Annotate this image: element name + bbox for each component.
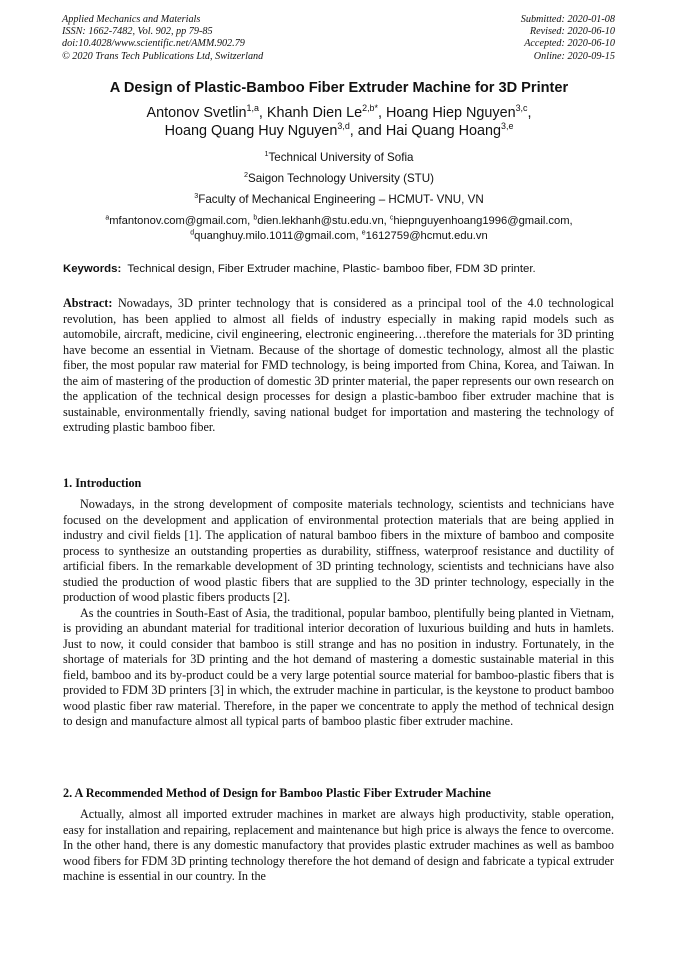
author-name: Hoang Hiep Nguyen [385, 105, 516, 121]
affiliation-1 [0, 151, 678, 164]
email-link[interactable]: dien.lekhanh@stu.edu.vn, [257, 215, 390, 227]
journal-issn: ISSN: 1662-7482, Vol. 902, pp 79-85 [62, 26, 213, 38]
affiliation-text: Saigon Technology University (STU) [247, 172, 434, 185]
affiliation-sup: 2 [243, 170, 248, 180]
author-name: Hoang Quang Huy Nguyen [164, 123, 338, 139]
section-1-heading: 1. Introduction [63, 476, 142, 490]
author-sup: 3,d [337, 121, 350, 132]
paragraph: Actually, almost all imported extruder machines in market are always high productivity, stable operation, easy for installation and repairing, replacement and maintenance but high price is always the fence to overcome. In the other hand, there is any domestic manufactory that provides plastic extruder machines as well as bamboo wood fibers for FDM 3D printing technology therefore the hot demand of design and fabricate a typical extruder machine is essential in our country. In the [63, 807, 614, 883]
email-sup: c [389, 214, 394, 222]
email-link[interactable]: quanghuy.milo.1011@gmail.com, [194, 230, 362, 242]
journal-doi: doi:10.4028/www.scientific.net/AMM.902.79 [62, 38, 245, 50]
email-line-2 [0, 229, 678, 244]
abstract-text: Nowadays, 3D printer technology that is considered as a principal tool of the 4.0 technological revolution, has been applied to almost all fields of industry especially in making rapid models such as automobile, aircraft, medicine, civil engineering, electronic engineering…therefore the materials for 3D printing have become an essential in Vietnam. Because of the shortage of domestic technology, almost all the plastic fiber, the most popular raw material for FMD technology, is being imported from China, Korea, and Taiwan. In the aim of mastering of the production of domestic 3D printer material, the paper represents our own research on the application of the technical design processes for design a plastic-bamboo fiber extruder machine that is sustainable, environmentally friendly, saving national budget for importation and mastering the technology of extruding plastic bamboo fiber. [63, 296, 614, 434]
author-line-2: Hoang Quang Huy Nguyen$^{3,d}$, and Hai Quang Hoang$^{3,e}$ [164, 121, 514, 139]
online-date: Online: 2020-09-15 [533, 50, 615, 62]
abstract-label: Abstract: [63, 296, 113, 310]
email-link[interactable]: 1612759@hcmut.edu.vn [365, 230, 488, 242]
author-line-1: Antonov Svetlin$^{1,a}$, Khanh Dien $Le^{2,b*}$, Hoang Hiep Nguyen$^{3,c}$, [146, 103, 532, 121]
affiliation-2 [0, 172, 678, 185]
email-link[interactable]: mfantonov.com@gmail.com, [109, 215, 254, 227]
author-sup: 3,c [515, 103, 528, 114]
keywords-text: Technical design, Fiber Extruder machine, Plastic- bamboo fiber, FDM 3D printer. [127, 263, 536, 275]
keywords [63, 263, 623, 275]
paragraph: As the countries in South-East of Asia, the traditional, popular bamboo, plentifully being planted in Vietnam, is providing an abundant material for traditional interior decoration of luxurious building and huts in hamlets. Just to now, it could consider that bamboo is still strange and has no position in industry. Fortunately, in the shortage of materials for 3D printing and the hot demand of mastering a domestic sustainable material in this field, bamboo and its by-product could be a very large potential source material for bamboo-plastic fibers that is provided to FDM 3D printers [3] in which, the extruder machine in particular, is the keystone to product bamboo wood plastic fiber raw material. Therefore, in the paper we concentrate to apply the method of technical design to design and manufacture almost all typical parts of bamboo plastic fiber extruder machine. [63, 605, 614, 728]
email-line-1 [0, 214, 678, 229]
section-1-body [63, 497, 614, 730]
section-2-body [63, 807, 614, 885]
author-sup: 1,a [246, 103, 259, 114]
journal-info [62, 14, 263, 63]
journal-copyright: © 2020 Trans Tech Publications Ltd, Switzerland [62, 50, 264, 62]
affiliation-text: Faculty of Mechanical Engineering – HCMUT- VNU, VN [198, 193, 484, 206]
author-sup: 2,b* [362, 103, 378, 114]
email-sup: d [190, 229, 195, 237]
revised-date: Revised: 2020-06-10 [529, 26, 615, 38]
author-conjunction: and [357, 123, 386, 139]
affiliation-sup: 3 [194, 191, 199, 201]
submitted-date: Submitted: 2020-01-08 [520, 14, 615, 25]
email-sup: a [105, 214, 110, 222]
accepted-date: Accepted: 2020-06-10 [524, 38, 615, 50]
author-emails [0, 214, 678, 244]
author-name: Hai Quang Hoang [385, 123, 502, 139]
paragraph: Nowadays, in the strong development of composite materials technology, scientists and technicians have focused on the development and application of environmental protection materials that are being applied in industry and civil fields [1]. The application of natural bamboo fibers in the mixture of bamboo and composite process to synthesize an outstanding properties as durability, stiffness, waterproof resistance and ductility of artificial fibers. In the remarkable development of 3D printing technology, scientists and technicians have also studied the production of wood plastic fibers that are supplied to the 3D printer technology, especially in the production of wood plastic fibers products [2]. [63, 497, 614, 604]
paper-title: A Design of Plastic-Bamboo Fiber Extruder Machine for 3D Printer [109, 80, 569, 96]
keywords-label: Keywords: [63, 263, 122, 275]
author-sup: 3,e [501, 121, 514, 132]
author-name: Khanh Dien Le [266, 105, 363, 121]
email-sup: e [361, 229, 366, 237]
section-2-heading: 2. A Recommended Method of Design for Bamboo Plastic Fiber Extruder Machine [63, 786, 491, 800]
email-link[interactable]: hiepnguyenhoang1996@gmail.com, [393, 215, 573, 227]
affiliation-3 [0, 193, 678, 206]
email-sup: b [253, 214, 258, 222]
abstract [63, 296, 614, 436]
author-list [0, 104, 678, 140]
author-name: Antonov Svetlin [146, 105, 247, 121]
journal-name: Applied Mechanics and Materials [62, 14, 201, 25]
affiliation-sup: 1 [264, 149, 269, 159]
submission-dates [521, 14, 615, 63]
affiliation-text: Technical University of Sofia [268, 151, 414, 164]
